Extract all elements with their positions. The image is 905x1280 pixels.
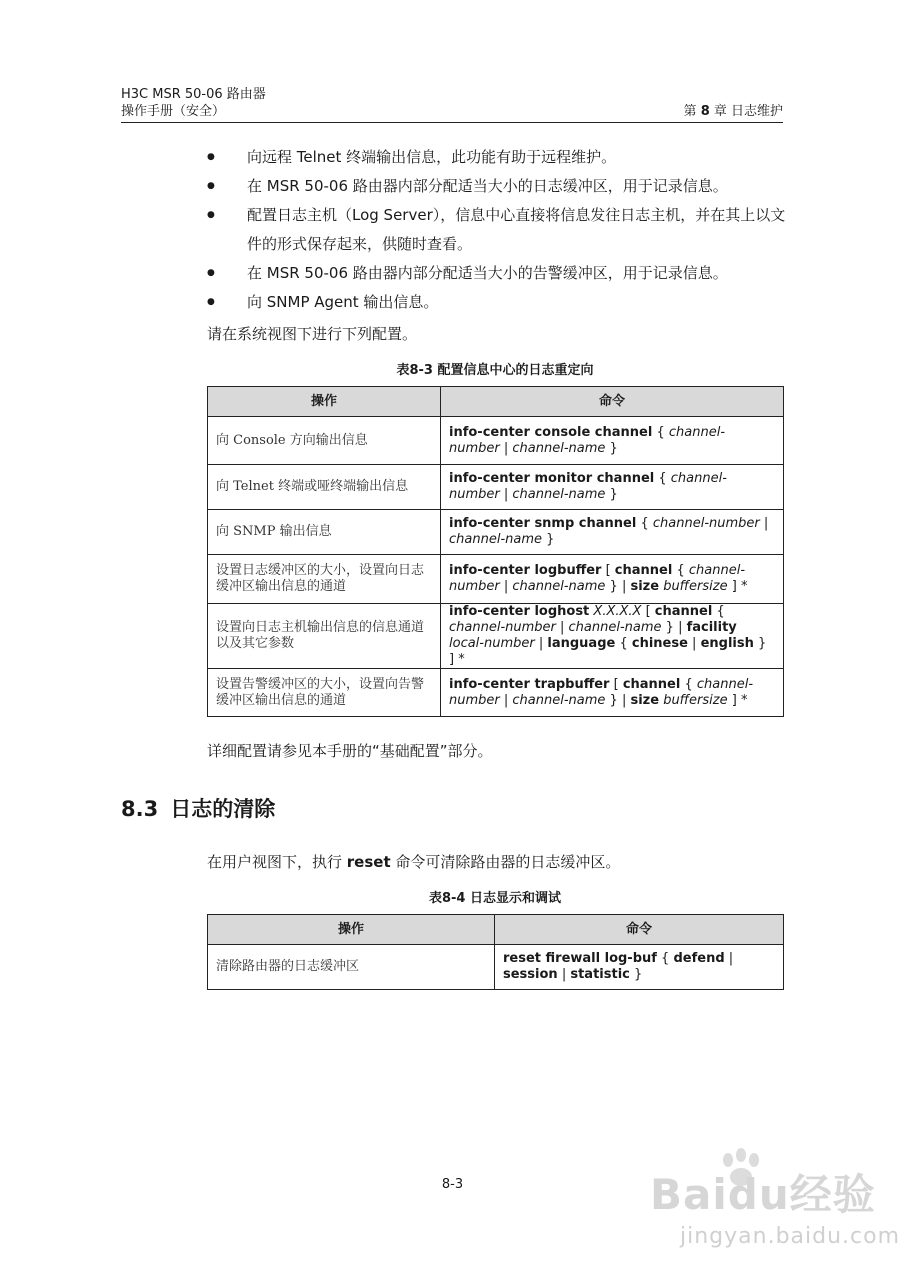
doc-title: H3C MSR 50-06 路由器: [121, 87, 266, 102]
command-argument: buffersize: [663, 692, 728, 708]
command-syntax: |: [534, 636, 548, 651]
command-syntax: [: [641, 604, 655, 619]
table2-caption: 表8-4 日志显示和调试: [428, 891, 561, 906]
command-argument: channel-name: [512, 440, 606, 456]
feature-list: [207, 143, 787, 317]
list-item: ● 配置日志主机（Log Server），信息中心直接将信息发往日志主机，并在其上以文件的形式保存起来，供随时查看。: [207, 201, 787, 259]
command-syntax: {: [656, 951, 674, 966]
command-syntax: }: [605, 487, 618, 502]
command-syntax: }: [605, 440, 618, 456]
command-argument: X.X.X.X: [593, 604, 642, 619]
table1: [207, 386, 784, 717]
table-header-row: [208, 387, 784, 417]
command-cell: [441, 669, 784, 717]
command-syntax: ] *: [727, 692, 748, 708]
col-cmd-header: 命令: [495, 915, 784, 945]
para-text: 在用户视图下，执行: [207, 853, 347, 871]
col-op-header: 操作: [208, 387, 441, 417]
command-keyword: session: [503, 967, 558, 982]
command-argument: channel-name: [512, 579, 606, 594]
command-syntax: }: [629, 967, 643, 982]
command-syntax: {: [615, 636, 632, 651]
table-row: [208, 669, 784, 717]
section-heading: [121, 795, 275, 823]
command-syntax: |: [499, 487, 513, 502]
command-cell: [441, 555, 784, 604]
command-syntax: } |: [605, 579, 631, 594]
chapter-label: [684, 103, 783, 120]
command-syntax: |: [499, 579, 513, 594]
command-syntax: {: [680, 676, 697, 692]
command-syntax: |: [499, 440, 513, 456]
command-cell: [495, 945, 784, 990]
command-argument: channel-name: [512, 692, 606, 708]
table-row: [208, 417, 784, 465]
col-cmd-header: 命令: [441, 387, 784, 417]
operation-cell: 向 Telnet 终端或哑终端输出信息: [208, 465, 441, 510]
command-keyword: chinese: [631, 636, 688, 651]
command-syntax: }: [542, 532, 555, 547]
list-item: ● 向 SNMP Agent 输出信息。: [207, 288, 787, 317]
list-item: ● 向远程 Telnet 终端输出信息，此功能有助于远程维护。: [207, 143, 787, 172]
command-argument: channel-name: [449, 532, 542, 547]
command-syntax: {: [652, 424, 669, 440]
command-argument: local-number: [449, 636, 535, 651]
command-keyword: size: [630, 579, 660, 594]
operation-cell: 清除路由器的日志缓冲区: [208, 945, 495, 990]
chapter-suffix: 章 日志维护: [709, 104, 783, 119]
command-keyword: reset firewall log-buf: [503, 951, 657, 966]
command-keyword: info-center snmp channel: [449, 516, 637, 531]
watermark-logo: Baidu经验: [650, 1170, 876, 1219]
command-keyword: english: [700, 636, 754, 651]
command-syntax: {: [672, 563, 689, 578]
para-command: reset: [346, 853, 391, 871]
section-paragraph: [207, 851, 620, 873]
command-cell: [441, 510, 784, 555]
section-number: 8.3: [121, 797, 159, 821]
command-syntax: |: [557, 967, 571, 982]
command-argument: channel-name: [568, 620, 662, 635]
command-argument: buffersize: [663, 579, 728, 594]
command-cell: [441, 604, 784, 669]
operation-cell: 设置告警缓冲区的大小，设置向告警缓冲区输出信息的通道: [208, 669, 441, 717]
command-keyword: info-center logbuffer: [449, 563, 602, 578]
command-syntax: } ] *: [449, 636, 767, 667]
command-syntax: ] *: [727, 579, 748, 594]
command-syntax: |: [724, 951, 734, 966]
command-keyword: channel: [622, 676, 681, 692]
command-keyword: defend: [673, 951, 725, 966]
table-row: [208, 604, 784, 669]
command-syntax: |: [759, 516, 769, 531]
list-item: ● 在 MSR 50-06 路由器内部分配适当大小的日志缓冲区，用于记录信息。: [207, 172, 787, 201]
command-keyword: info-center console channel: [449, 424, 653, 440]
command-cell: [441, 465, 784, 510]
command-syntax: {: [712, 604, 725, 619]
command-syntax: {: [654, 471, 671, 486]
para-text: 命令可清除路由器的日志缓冲区。: [390, 853, 621, 871]
command-keyword: info-center loghost: [449, 604, 590, 619]
command-syntax: [: [601, 563, 615, 578]
doc-subtitle: 操作手册（安全）: [121, 104, 226, 119]
operation-cell: 向 Console 方向输出信息: [208, 417, 441, 465]
table1-caption: 表8-3 配置信息中心的日志重定向: [396, 363, 594, 378]
command-syntax: [: [609, 676, 623, 692]
command-keyword: info-center monitor channel: [449, 471, 655, 486]
col-op-header: 操作: [208, 915, 495, 945]
command-syntax: {: [636, 516, 653, 531]
command-keyword: language: [547, 636, 616, 651]
page-number: 8-3: [441, 1177, 464, 1192]
table2: [207, 914, 784, 990]
command-argument: channel-number: [449, 563, 746, 594]
table-header-row: [208, 915, 784, 945]
section-title: 日志的清除: [170, 797, 276, 821]
chapter-prefix: 第: [683, 104, 701, 119]
command-argument: channel-number: [449, 620, 556, 635]
operation-cell: 设置向日志主机输出信息的信息通道以及其它参数: [208, 604, 441, 669]
command-argument: channel-number: [449, 471, 727, 502]
watermark-url: jingyan.baidu.com: [680, 1224, 901, 1249]
command-syntax: } |: [661, 620, 687, 635]
command-keyword: info-center trapbuffer: [449, 676, 610, 692]
command-syntax: |: [555, 620, 569, 635]
header-divider: [121, 122, 783, 123]
command-cell: [441, 417, 784, 465]
page-header: [121, 86, 783, 120]
table-row: [208, 945, 784, 990]
baidu-watermark: [650, 1148, 901, 1258]
intro-line: 请在系统视图下进行下列配置。: [207, 325, 418, 343]
command-keyword: size: [630, 692, 660, 708]
command-keyword: facility: [686, 620, 737, 635]
command-argument: channel-name: [512, 487, 606, 502]
command-argument: channel-number: [449, 424, 726, 456]
command-argument: channel-number: [449, 676, 754, 708]
command-keyword: channel: [614, 563, 673, 578]
table-row: [208, 555, 784, 604]
command-keyword: statistic: [570, 967, 630, 982]
command-argument: channel-number: [652, 516, 760, 531]
chapter-number: 8: [700, 104, 710, 119]
operation-cell: 向 SNMP 输出信息: [208, 510, 441, 555]
list-item: ● 在 MSR 50-06 路由器内部分配适当大小的告警缓冲区，用于记录信息。: [207, 259, 787, 288]
command-keyword: channel: [654, 604, 713, 619]
after-table-note: 详细配置请参见本手册的“基础配置”部分。: [207, 742, 493, 760]
command-syntax: |: [499, 692, 513, 708]
command-syntax: } |: [605, 692, 631, 708]
command-syntax: |: [687, 636, 701, 651]
operation-cell: 设置日志缓冲区的大小，设置向日志缓冲区输出信息的通道: [208, 555, 441, 604]
table-row: [208, 465, 784, 510]
table-row: [208, 510, 784, 555]
